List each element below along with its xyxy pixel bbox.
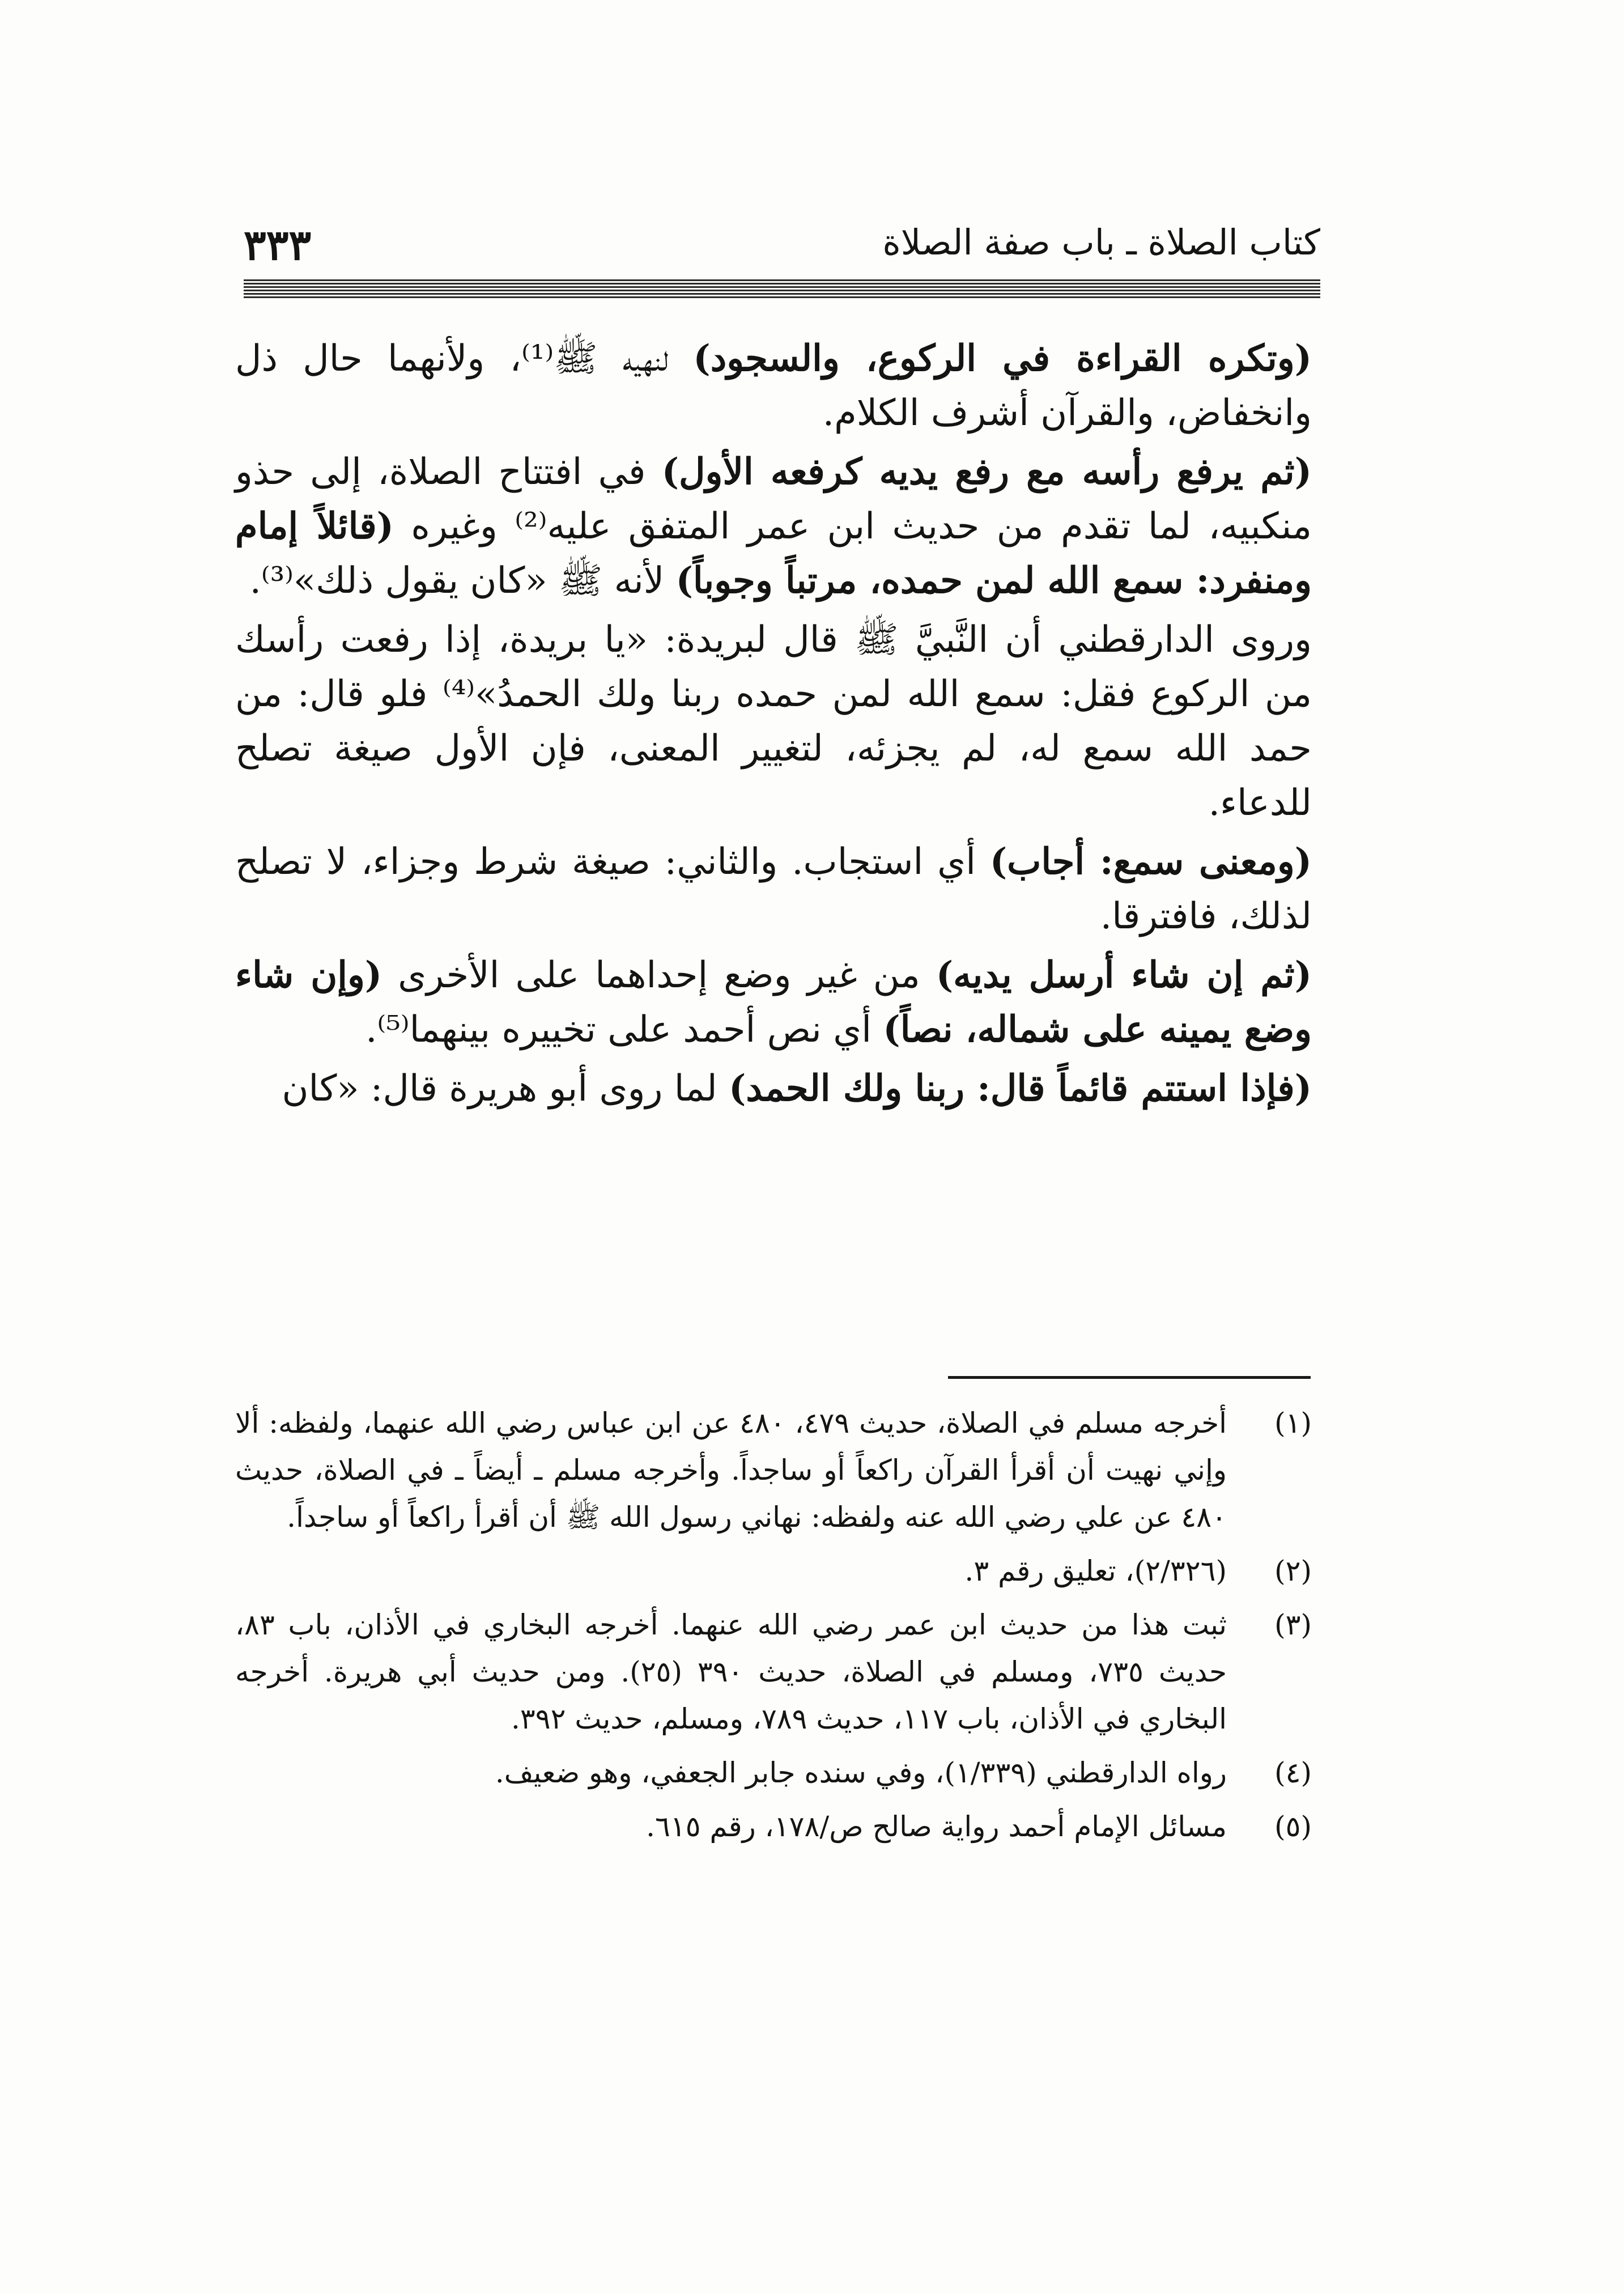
footnote-number: (٤) — [1274, 1756, 1312, 1789]
footnote-text: رواه الدارقطني (١/٣٣٩)، وفي سنده جابر الجعفي، وهو ضعيف. — [495, 1756, 1227, 1789]
footnote-5 — [235, 1803, 1312, 1850]
matn-text: (وتكره القراءة في الركوع، والسجود) — [693, 337, 1312, 380]
footnote-number: (٢) — [1274, 1555, 1312, 1587]
main-text — [235, 332, 1312, 1120]
matn-text: (ومعنى سمع: أجاب) — [989, 840, 1312, 883]
page-header — [244, 214, 1320, 277]
sharh-text: لما روى أبو هريرة قال: «كان — [282, 1068, 729, 1110]
footnotes — [235, 1400, 1312, 1857]
sharh-text: في افتتاح الصلاة، إلى حذو منكبيه، لما تقدم من حديث ابن عمر المتفق عليه⁽²⁾ وغيره — [235, 451, 1312, 547]
matn-text: (ثم إن شاء أرسل يديه) — [936, 954, 1312, 996]
footnote-number: (١) — [1274, 1407, 1312, 1440]
paragraph-2 — [235, 445, 1312, 608]
footnote-4 — [235, 1750, 1312, 1797]
paragraph-5 — [235, 948, 1312, 1057]
footnote-text: مسائل الإمام أحمد رواية صالح ص/١٧٨، رقم ٦١٥. — [646, 1810, 1227, 1843]
sharh-text: من غير وضع إحداهما على الأخرى — [382, 954, 936, 996]
paragraph-4 — [235, 835, 1312, 944]
footnote-3 — [235, 1602, 1312, 1743]
sharh-text: لنهيه ﷺ⁽¹⁾، ولأنهما حال ذل وانخفاض، والقرآن أشرف الكلام. — [235, 338, 1312, 434]
matn-text: (فإذا استتم قائماً قال: ربنا ولك الحمد) — [729, 1067, 1312, 1110]
paragraph-3: وروى الدارقطني أن النَّبيَّ ﷺ قال لبريدة: «يا بريدة، إذا رفعت رأسك من الركوع فقل: سمع الله لمن حمده ربنا ولك الحمدُ»⁽⁴⁾ فلو قال: من حمد الله سمع له، لم يجزئه، لتغيير المعنى، فإن الأول صيغة تصلح للدعاء. — [235, 619, 1312, 824]
footnote-text: أخرجه مسلم في الصلاة، حديث ٤٧٩، ٤٨٠ عن ابن عباس رضي الله عنهما، ولفظه: ألا وإني نهيت أن أقرأ القرآن راكعاً أو ساجداً. وأخرجه مسلم ـ أيضاً ـ في الصلاة، حديث ٤٨٠ عن علي رضي الله عنه ولفظه: نهاني رسول الله ﷺ أن أقرأ راكعاً أو ساجداً. — [235, 1407, 1227, 1534]
paragraph-6 — [235, 1061, 1312, 1116]
footnote-number: (٥) — [1274, 1810, 1312, 1843]
sharh-text: أي استجاب. والثاني: صيغة شرط وجزاء، لا تصلح لذلك، فافترقا. — [235, 841, 1312, 937]
footnote-divider — [948, 1376, 1311, 1379]
footnote-text: (٢/٣٢٦)، تعليق رقم ٣. — [964, 1555, 1227, 1587]
footnote-text: ثبت هذا من حديث ابن عمر رضي الله عنهما. أخرجه البخاري في الأذان، باب ٨٣، حديث ٧٣٥، ومسلم في الصلاة، حديث ٣٩٠ (٢٥). ومن حديث أبي هريرة. أخرجه البخاري في الأذان، باب ١١٧، حديث ٧٨٩، ومسلم، حديث ٣٩٢. — [235, 1608, 1227, 1735]
running-title: كتاب الصلاة ـ باب صفة الصلاة — [882, 222, 1320, 263]
paragraph-1 — [235, 332, 1312, 440]
sharh-text: لأنه ﷺ «كان يقول ذلك»⁽³⁾. — [249, 560, 676, 602]
sharh-text: أي نص أحمد على تخييره بينهما⁽⁵⁾. — [365, 1009, 883, 1051]
footnote-2 — [235, 1548, 1312, 1595]
footnote-number: (٣) — [1274, 1608, 1312, 1641]
matn-text: (قائلاً إمام ومنفرد: سمع الله لمن حمده، مرتباً وجوباً) — [235, 505, 1312, 602]
footnote-1 — [235, 1400, 1312, 1541]
matn-text: (ثم يرفع رأسه مع رفع يديه كرفعه الأول) — [661, 451, 1312, 493]
page-number: ٣٣٣ — [244, 221, 312, 270]
header-rule — [244, 279, 1320, 298]
matn-text: (وإن شاء وضع يمينه على شماله، نصاً) — [235, 954, 1312, 1051]
